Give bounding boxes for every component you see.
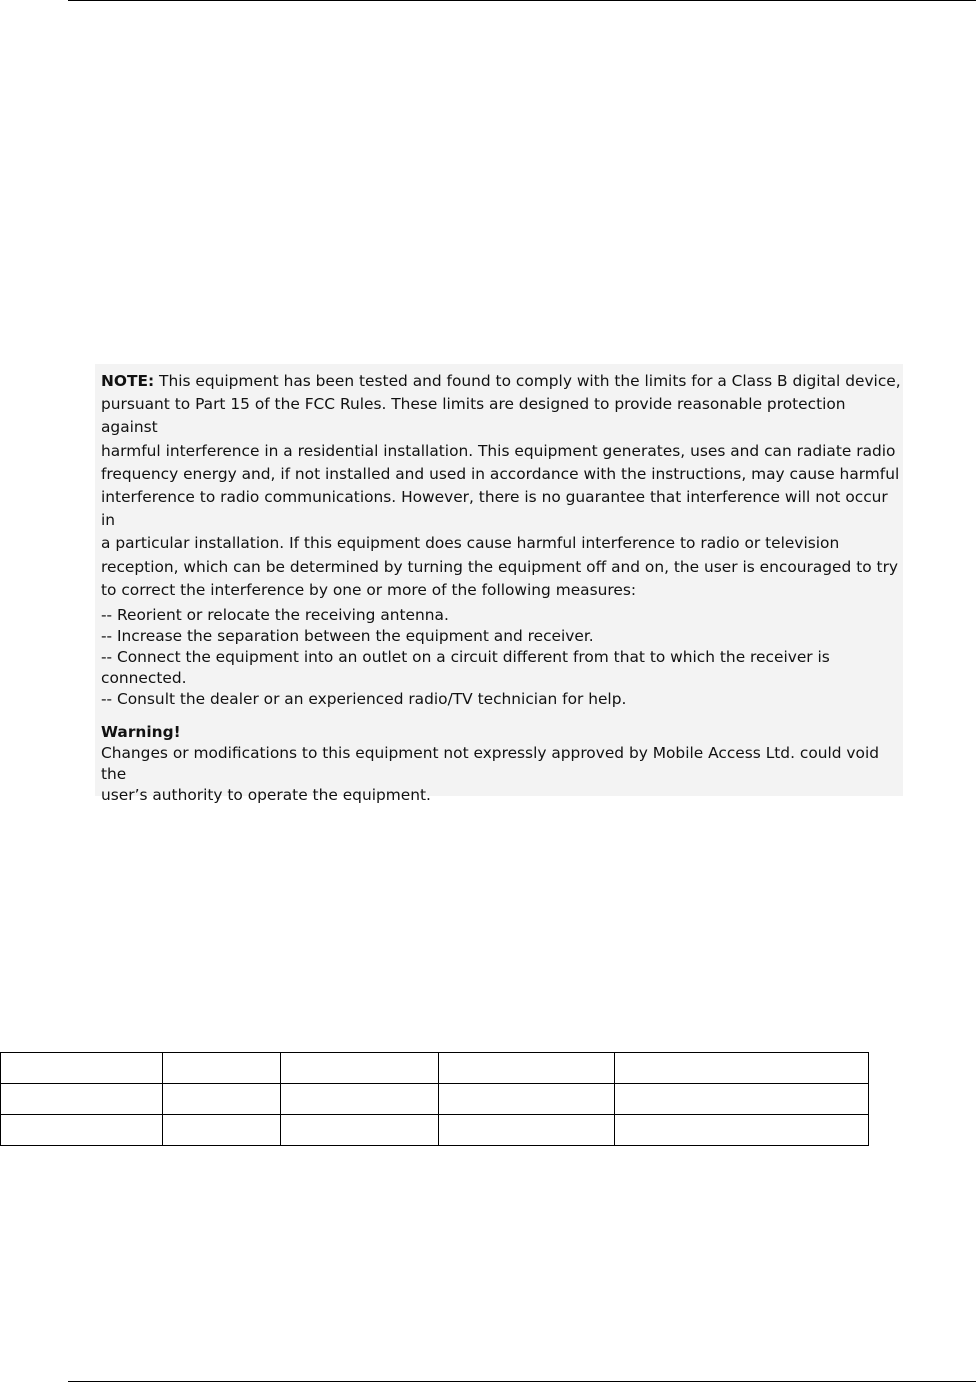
measure-item: connected.: [101, 669, 187, 688]
table-cell: [1, 1053, 163, 1084]
table-cell: [163, 1115, 281, 1146]
table-cell: [281, 1084, 439, 1115]
note-paragraph: [101, 370, 903, 602]
measure-item: -- Consult the dealer or an experienced radio/TV technician for help.: [101, 690, 627, 709]
table-cell: [281, 1115, 439, 1146]
note-line: frequency energy and, if not installed and used in accordance with the instructions, may cause harmful: [101, 464, 900, 483]
table-cell: [615, 1053, 869, 1084]
note-line: This equipment has been tested and found to comply with the limits for a Class B digital device,: [159, 372, 901, 390]
warning-line: Changes or modifications to this equipment not expressly approved by Mobile Access Ltd. could void the: [101, 744, 879, 783]
table-cell: [163, 1084, 281, 1115]
table-cell: [1, 1115, 163, 1146]
table-cell: [163, 1053, 281, 1084]
note-label: NOTE:: [101, 372, 155, 390]
table-cell: [439, 1115, 615, 1146]
table-row: [1, 1115, 869, 1146]
warning-body: [101, 743, 901, 806]
note-line: pursuant to Part 15 of the FCC Rules. These limits are designed to provide reasonable protection against: [101, 395, 846, 437]
measure-item: -- Increase the separation between the equipment and receiver.: [101, 627, 594, 646]
table-cell: [439, 1053, 615, 1084]
note-line: reception, which can be determined by turning the equipment off and on, the user is encouraged to try: [101, 557, 899, 576]
table-cell: [615, 1084, 869, 1115]
table-row: [1, 1084, 869, 1115]
note-line: to correct the interference by one or more of the following measures:: [101, 580, 637, 599]
note-line: a particular installation. If this equipment does cause harmful interference to radio or television: [101, 534, 840, 553]
note-line: harmful interference in a residential installation. This equipment generates, uses and can radiate radio: [101, 441, 896, 460]
note-line: interference to radio communications. However, there is no guarantee that interference will not occur in: [101, 488, 888, 530]
table-row: [1, 1053, 869, 1084]
measure-item: -- Connect the equipment into an outlet on a circuit different from that to which the receiver is: [101, 648, 830, 667]
empty-table: [0, 1052, 869, 1146]
warning-line: user’s authority to operate the equipment.: [101, 786, 431, 804]
measure-item: -- Reorient or relocate the receiving antenna.: [101, 606, 449, 625]
table-cell: [439, 1084, 615, 1115]
footer-rule: [68, 1381, 976, 1382]
warning-title: Warning!: [101, 723, 181, 741]
table-cell: [615, 1115, 869, 1146]
header-rule: [68, 0, 976, 1]
table-cell: [1, 1084, 163, 1115]
measures-list: [101, 605, 903, 710]
fcc-notice-box: [95, 364, 903, 804]
table-cell: [281, 1053, 439, 1084]
warning-block: [101, 722, 901, 806]
